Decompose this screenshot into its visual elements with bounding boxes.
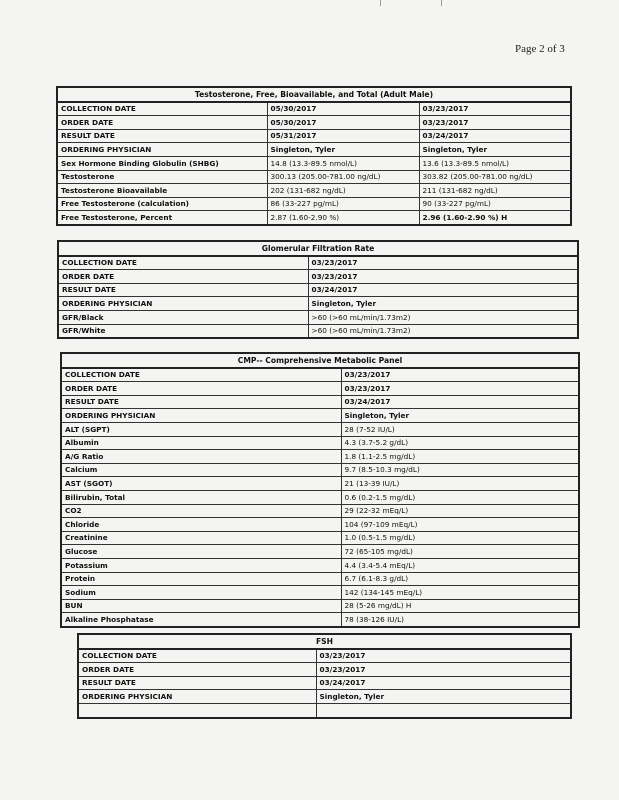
row-value: >60 (>60 mL/min/1.73m2): [308, 310, 578, 324]
row-value: 03/24/2017: [316, 676, 571, 690]
row-label: Sodium: [61, 586, 341, 600]
table-row: [61, 477, 579, 491]
row-label: Creatinine: [61, 531, 341, 545]
row-value: 29 (22-32 mEq/L): [341, 504, 579, 518]
row-value-1: 86 (33-227 pg/mL): [267, 197, 419, 211]
row-value: 6.7 (6.1-8.3 g/dL): [341, 572, 579, 586]
row-label: ORDERING PHYSICIAN: [78, 690, 316, 704]
empty-cell: [78, 703, 316, 717]
row-label: CO2: [61, 504, 341, 518]
row-value: 03/23/2017: [316, 663, 571, 677]
page-number: Page 2 of 3: [515, 43, 565, 55]
row-value: Singleton, Tyler: [341, 409, 579, 423]
table-row: [58, 310, 578, 324]
row-value: 03/23/2017: [341, 382, 579, 396]
row-label: AST (SGOT): [61, 477, 341, 491]
row-label: Alkaline Phosphatase: [61, 613, 341, 627]
page-fold-mark: [380, 0, 442, 6]
table-row: [57, 129, 571, 143]
row-value-2: 03/24/2017: [419, 129, 571, 143]
table-row: [78, 663, 571, 677]
row-label: Bilirubin, Total: [61, 490, 341, 504]
testosterone-table: [56, 86, 572, 226]
table-row: [61, 599, 579, 613]
table-row: [57, 170, 571, 184]
row-label: Chloride: [61, 518, 341, 532]
row-value: >60 (>60 mL/min/1.73m2): [308, 324, 578, 338]
row-label: ORDERING PHYSICIAN: [61, 409, 341, 423]
table-row: [61, 586, 579, 600]
row-value-1: 05/30/2017: [267, 102, 419, 116]
row-value-2-flagged: 2.96 (1.60-2.90 %) H: [419, 211, 571, 225]
table-row: [61, 518, 579, 532]
row-value: 104 (97-109 mEq/L): [341, 518, 579, 532]
table-row-empty: [78, 703, 571, 717]
row-label: Albumin: [61, 436, 341, 450]
table-row: [61, 422, 579, 436]
table-row: [61, 558, 579, 572]
row-label: Potassium: [61, 558, 341, 572]
cmp-title: CMP-- Comprehensive Metabolic Panel: [61, 353, 579, 368]
row-value-2: Singleton, Tyler: [419, 143, 571, 157]
row-label: Free Testosterone (calculation): [57, 197, 267, 211]
row-label: RESULT DATE: [61, 395, 341, 409]
table-row: [57, 102, 571, 116]
row-value-1: 202 (131-682 ng/dL): [267, 184, 419, 198]
row-label: RESULT DATE: [78, 676, 316, 690]
table-row: [61, 490, 579, 504]
row-value-1: 05/30/2017: [267, 116, 419, 130]
row-value-2: 90 (33-227 pg/mL): [419, 197, 571, 211]
table-row: [61, 382, 579, 396]
row-value-2: 303.82 (205.00-781.00 ng/dL): [419, 170, 571, 184]
table-row: [78, 690, 571, 704]
row-label: RESULT DATE: [57, 129, 267, 143]
row-value: 9.7 (8.5-10.3 mg/dL): [341, 463, 579, 477]
row-value: 28 (7-52 IU/L): [341, 422, 579, 436]
table-row: [61, 395, 579, 409]
table-row: [57, 156, 571, 170]
fsh-table: [77, 633, 572, 719]
row-value: 4.4 (3.4-5.4 mEq/L): [341, 558, 579, 572]
table-row: [61, 368, 579, 382]
row-value-1: 14.8 (13.3-89.5 nmol/L): [267, 156, 419, 170]
gfr-title: Glomerular Filtration Rate: [58, 241, 578, 256]
table-row: [58, 256, 578, 270]
row-label: ORDER DATE: [58, 270, 308, 284]
table-row: [61, 436, 579, 450]
row-label: GFR/White: [58, 324, 308, 338]
row-value-1: 300.13 (205.00-781.00 ng/dL): [267, 170, 419, 184]
row-value-2: 13.6 (13.3-89.5 nmol/L): [419, 156, 571, 170]
row-label: A/G Ratio: [61, 450, 341, 464]
row-value: 03/24/2017: [341, 395, 579, 409]
table-row: [57, 184, 571, 198]
row-label: ORDER DATE: [61, 382, 341, 396]
row-label: RESULT DATE: [58, 283, 308, 297]
table-row: [58, 324, 578, 338]
row-value: 4.3 (3.7-5.2 g/dL): [341, 436, 579, 450]
table-row: [58, 283, 578, 297]
empty-cell: [316, 703, 571, 717]
row-label: Free Testosterone, Percent: [57, 211, 267, 225]
table-row: [58, 270, 578, 284]
cmp-table: [60, 352, 580, 628]
table-row: [61, 545, 579, 559]
row-label: ORDERING PHYSICIAN: [57, 143, 267, 157]
row-value: 03/23/2017: [308, 270, 578, 284]
row-label: COLLECTION DATE: [78, 649, 316, 663]
gfr-table: [57, 240, 579, 339]
row-label: COLLECTION DATE: [57, 102, 267, 116]
row-value: 1.8 (1.1-2.5 mg/dL): [341, 450, 579, 464]
table-row: [61, 613, 579, 627]
row-label: GFR/Black: [58, 310, 308, 324]
row-label: Glucose: [61, 545, 341, 559]
row-value-1: 2.87 (1.60-2.90 %): [267, 211, 419, 225]
table-row: [78, 676, 571, 690]
table-row: [61, 409, 579, 423]
row-label: BUN: [61, 599, 341, 613]
table-row: [61, 450, 579, 464]
row-value-1: Singleton, Tyler: [267, 143, 419, 157]
row-value: 72 (65-105 mg/dL): [341, 545, 579, 559]
row-label: ORDER DATE: [57, 116, 267, 130]
row-label: Protein: [61, 572, 341, 586]
row-label: ORDERING PHYSICIAN: [58, 297, 308, 311]
row-label: Calcium: [61, 463, 341, 477]
table-row: [61, 463, 579, 477]
table-row: [57, 116, 571, 130]
fsh-title: FSH: [78, 634, 571, 649]
row-value: 03/24/2017: [308, 283, 578, 297]
row-label: COLLECTION DATE: [61, 368, 341, 382]
row-value: 78 (38-126 IU/L): [341, 613, 579, 627]
row-value-1: 05/31/2017: [267, 129, 419, 143]
table-row: [61, 531, 579, 545]
row-label: Sex Hormone Binding Globulin (SHBG): [57, 156, 267, 170]
row-value-2: 03/23/2017: [419, 116, 571, 130]
row-value: Singleton, Tyler: [308, 297, 578, 311]
row-value: 03/23/2017: [308, 256, 578, 270]
row-value: 21 (13-39 IU/L): [341, 477, 579, 491]
table-row: [57, 211, 571, 225]
row-label: Testosterone Bioavailable: [57, 184, 267, 198]
testosterone-title: Testosterone, Free, Bioavailable, and Total (Adult Male): [57, 87, 571, 102]
row-value-flagged: 28 (5-26 mg/dL) H: [341, 599, 579, 613]
row-label: ORDER DATE: [78, 663, 316, 677]
row-label: ALT (SGPT): [61, 422, 341, 436]
row-value: 0.6 (0.2-1.5 mg/dL): [341, 490, 579, 504]
table-row: [57, 143, 571, 157]
row-label: Testosterone: [57, 170, 267, 184]
row-value-2: 211 (131-682 ng/dL): [419, 184, 571, 198]
row-value: 142 (134-145 mEq/L): [341, 586, 579, 600]
table-row: [61, 572, 579, 586]
table-row: [58, 297, 578, 311]
row-value: Singleton, Tyler: [316, 690, 571, 704]
row-value: 1.0 (0.5-1.5 mg/dL): [341, 531, 579, 545]
row-label: COLLECTION DATE: [58, 256, 308, 270]
table-row: [61, 504, 579, 518]
table-row: [57, 197, 571, 211]
row-value: 03/23/2017: [316, 649, 571, 663]
row-value: 03/23/2017: [341, 368, 579, 382]
row-value-2: 03/23/2017: [419, 102, 571, 116]
table-row: [78, 649, 571, 663]
